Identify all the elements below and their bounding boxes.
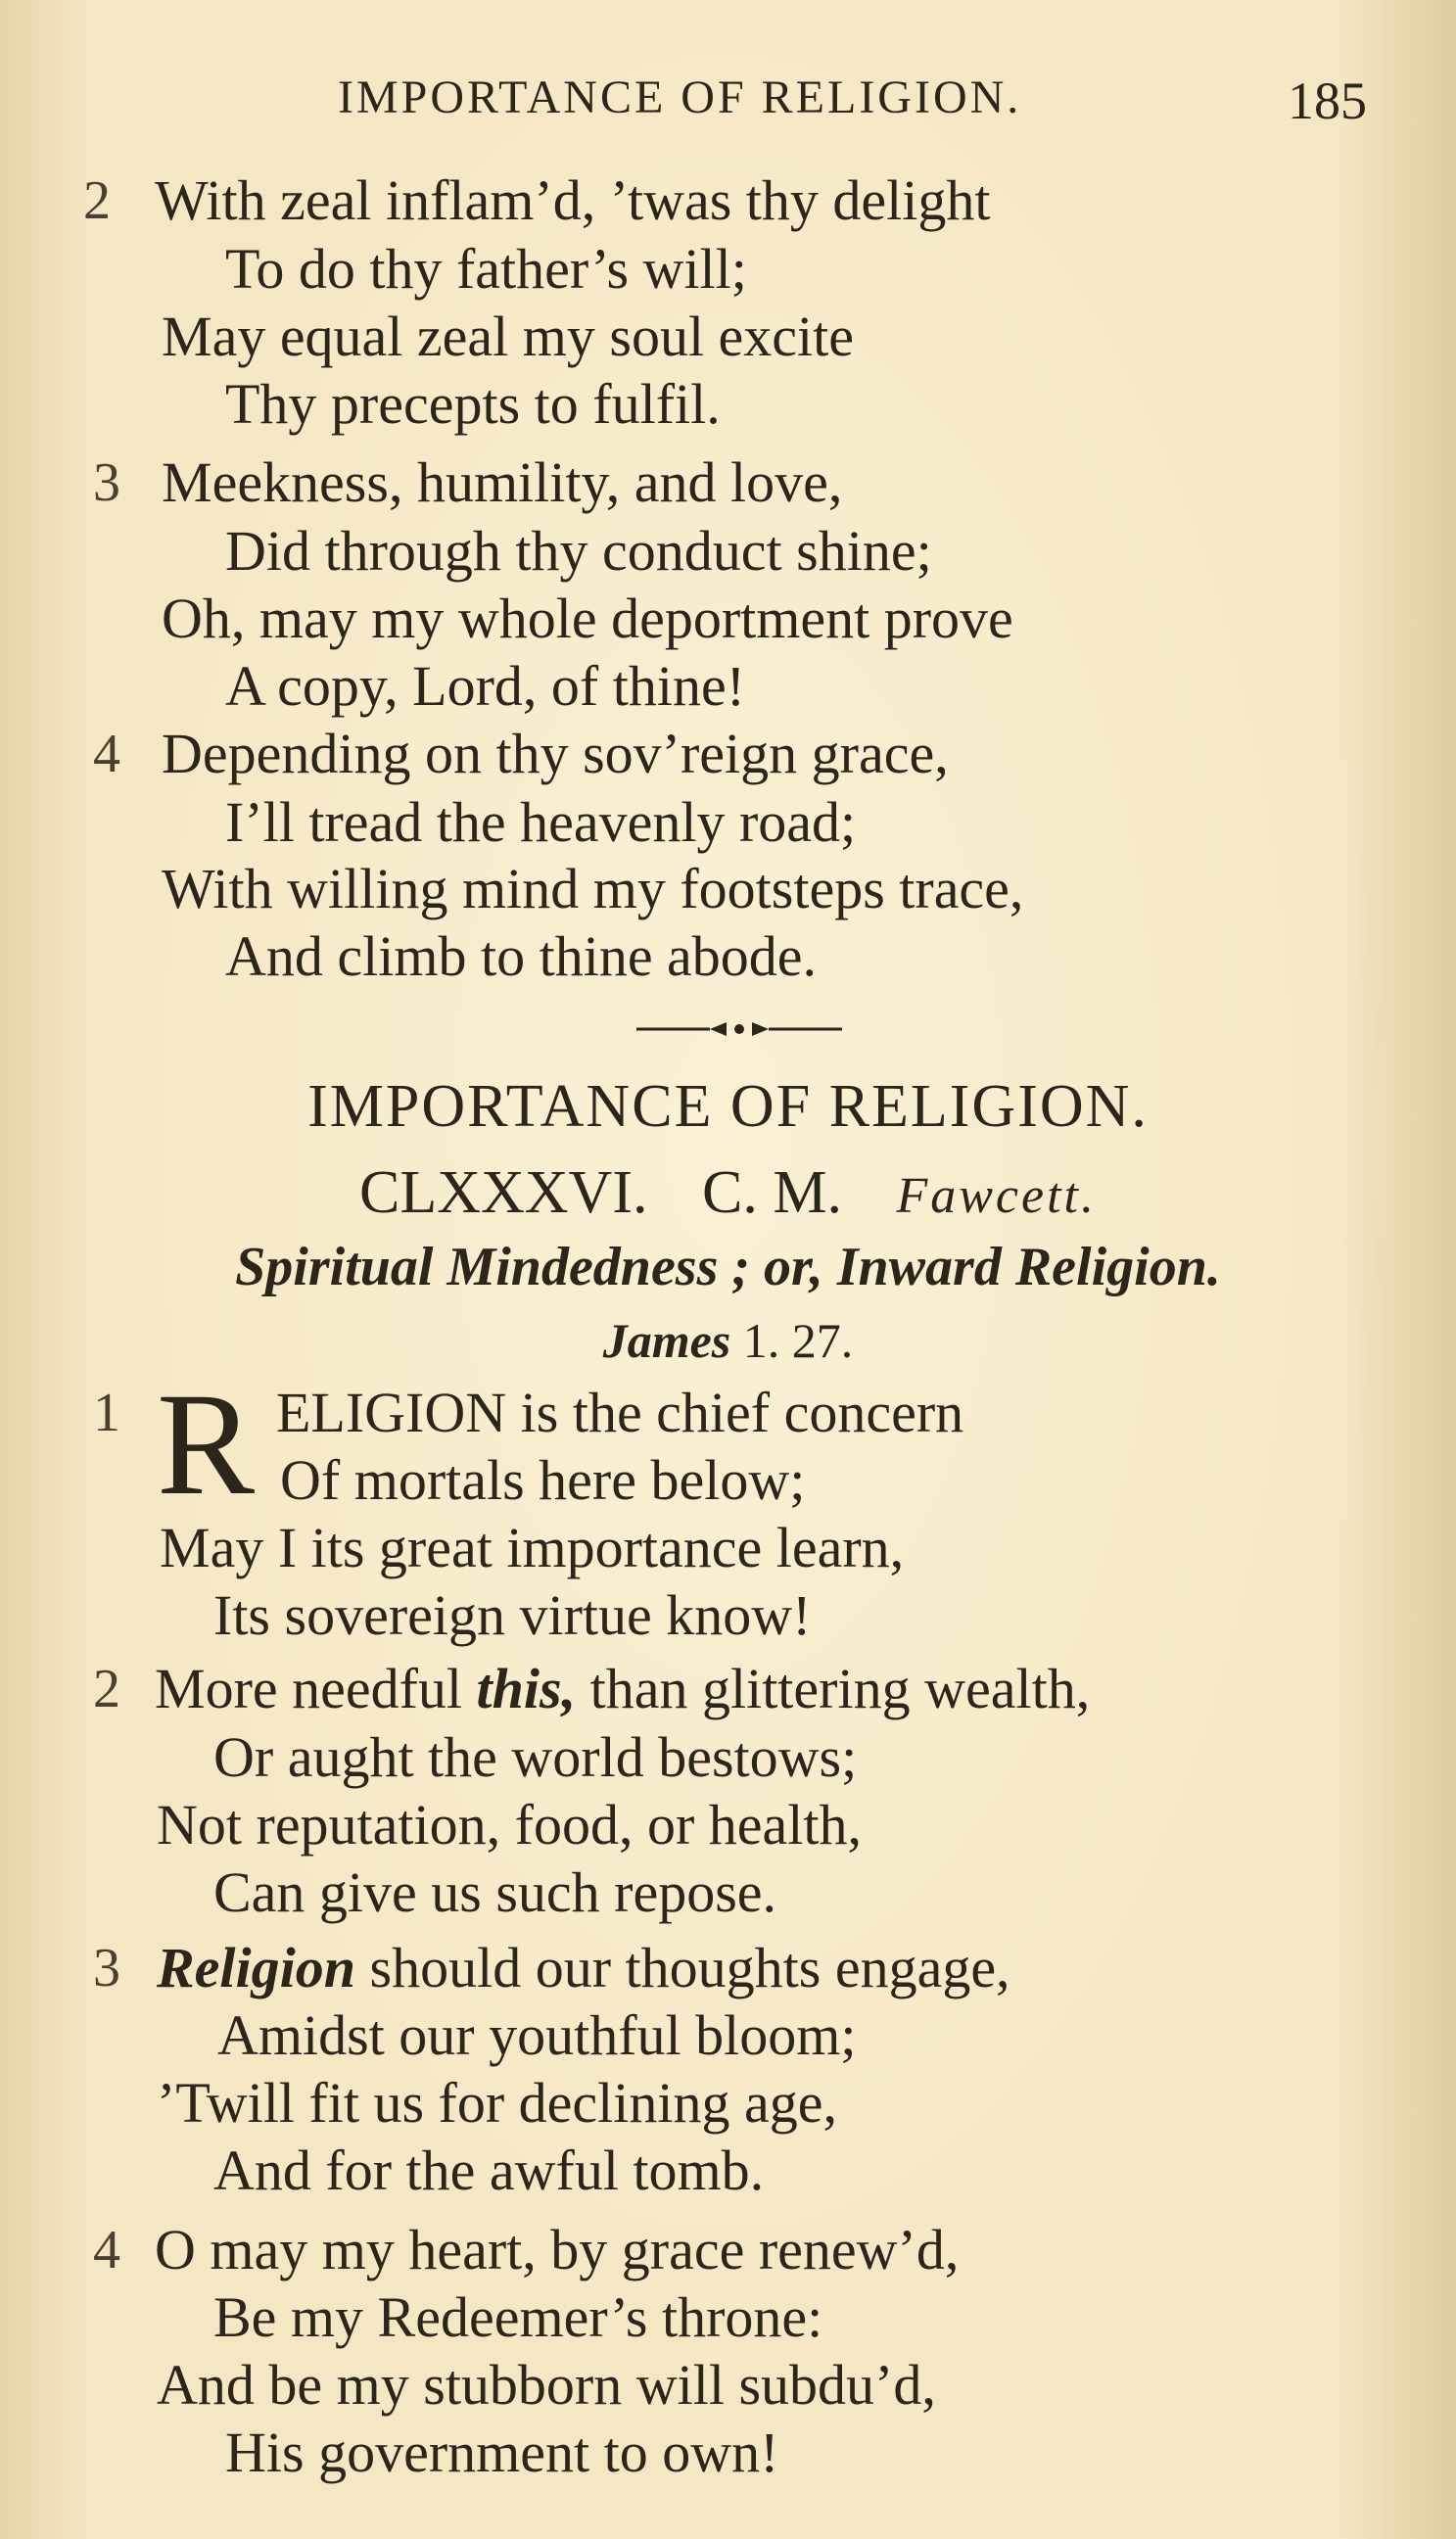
verse-line: ELIGION is the chief concern xyxy=(276,1381,964,1444)
verse-line: With zeal inflam’d, ’twas thy delight xyxy=(155,168,991,232)
verse-line: Thy precepts to fulfil. xyxy=(225,372,721,436)
verse-number: 3 xyxy=(93,1938,120,1998)
verse-number: 3 xyxy=(93,452,120,513)
emphasis-text: Religion xyxy=(157,1936,356,1999)
verse-line: Not reputation, food, or health, xyxy=(157,1793,862,1857)
verse-line: With willing mind my footsteps trace, xyxy=(162,857,1024,920)
verse-line: Depending on thy sov’reign grace, xyxy=(162,722,949,785)
hymn-subtitle: Spiritual Mindedness ; or, Inward Religion. xyxy=(235,1237,1221,1297)
verse-line xyxy=(155,1655,1090,1723)
verse-number: 1 xyxy=(93,1383,120,1443)
scripture-verse: 1. 27. xyxy=(742,1313,854,1368)
hymn-author: Fawcett. xyxy=(896,1168,1097,1224)
ornament-divider xyxy=(636,1018,842,1040)
verse-line: Its sovereign virtue know! xyxy=(213,1583,812,1647)
verse-number: 2 xyxy=(83,170,111,231)
verse-line: May equal zeal my soul excite xyxy=(162,305,855,368)
verse-number: 2 xyxy=(93,1659,120,1719)
hymn-section-title: IMPORTANCE OF RELIGION. xyxy=(307,1073,1149,1140)
running-head-title: IMPORTANCE OF RELIGION. xyxy=(338,71,1022,123)
verse-line: And be my stubborn will subdu’d, xyxy=(157,2353,936,2417)
page-number: 185 xyxy=(1288,71,1367,130)
verse-line: A copy, Lord, of thine! xyxy=(225,654,746,718)
verse-line: Amidst our youthful bloom; xyxy=(217,2003,857,2067)
hymn-number: CLXXXVI. xyxy=(359,1159,648,1226)
emphasis-text: this, xyxy=(476,1657,577,1720)
verse-line xyxy=(157,1934,1010,2002)
verse-line: I’ll tread the heavenly road; xyxy=(225,790,857,854)
hymn-number-line xyxy=(0,1158,1456,1228)
running-head xyxy=(147,71,1381,139)
verse-text: More needful xyxy=(155,1657,477,1720)
verse-line: Oh, may my whole deportment prove xyxy=(162,587,1013,650)
verse-line: May I its great importance learn, xyxy=(160,1516,905,1579)
verse-line: And for the awful tomb. xyxy=(213,2139,765,2202)
verse-line: Meekness, humility, and love, xyxy=(162,450,843,514)
verse-line: And climb to thine abode. xyxy=(225,924,818,988)
verse-line: ’Twill fit us for declining age, xyxy=(157,2071,837,2135)
verse-text: than glittering wealth, xyxy=(576,1657,1091,1720)
verse-number: 4 xyxy=(93,724,120,784)
verse-line: His government to own! xyxy=(225,2421,779,2484)
verse-line: Did through thy conduct shine; xyxy=(225,519,932,583)
verse-line: Of mortals here below; xyxy=(280,1448,806,1512)
scripture-book: James xyxy=(602,1313,731,1368)
verse-line: Or aught the world bestows; xyxy=(213,1725,858,1789)
drop-cap: R xyxy=(157,1363,256,1526)
verse-text: should our thoughts engage, xyxy=(355,1936,1010,1999)
verse-line: O may my heart, by grace renew’d, xyxy=(155,2218,960,2281)
scripture-reference xyxy=(0,1312,1456,1369)
verse-line: Can give us such repose. xyxy=(213,1860,777,1924)
verse-number: 4 xyxy=(93,2220,120,2280)
verse-line: Be my Redeemer’s throne: xyxy=(213,2285,823,2349)
verse-line: To do thy father’s will; xyxy=(225,237,747,301)
hymn-meter: C. M. xyxy=(701,1159,842,1226)
